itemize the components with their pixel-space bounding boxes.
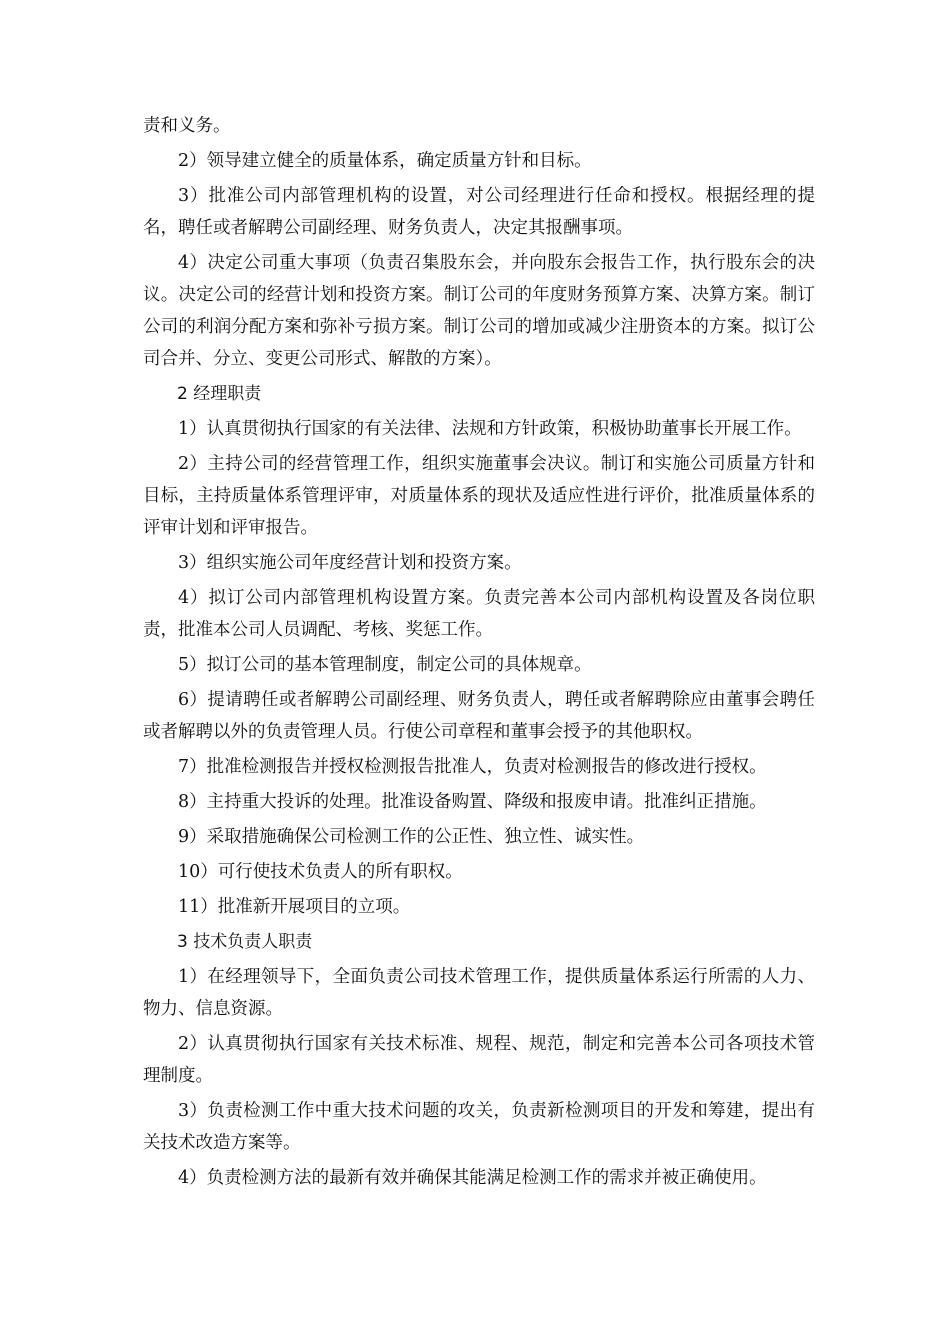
board-duty-4: 4）决定公司重大事项（负责召集股东会，并向股东会报告工作，执行股东会的决议。决定公司的经营计划和投资方案。制订公司的年度财务预算方案、决算方案。制订公司的利润分配方案和弥补亏损方案。制订公司的增加或减少注册资本的方案。拟订公司合并、分立、变更公司形式、解散的方案）。	[143, 253, 815, 369]
board-duty-2: 2）领导建立健全的质量体系，确定质量方针和目标。	[178, 151, 592, 171]
paragraph-continuation: 责和义务。	[143, 116, 231, 136]
manager-duty-2: 2）主持公司的经营管理工作，组织实施董事会决议。制订和实施公司质量方针和目标，主持质量体系管理评审，对质量体系的现状及适应性进行评价，批准质量体系的评审计划和评审报告。	[143, 454, 815, 538]
technical-duty-3: 3）负责检测工作中重大技术问题的攻关，负责新检测项目的开发和筹建，提出有关技术改造方案等。	[143, 1101, 815, 1153]
manager-duty-8: 8）主持重大投诉的处理。批准设备购置、降级和报废申请。批准纠正措施。	[178, 792, 767, 812]
section-heading-technical: 3 技术负责人职责	[177, 932, 313, 952]
manager-duty-4: 4）拟订公司内部管理机构设置方案。负责完善本公司内部机构设置及各岗位职责，批准本公司人员调配、考核、奖惩工作。	[143, 588, 815, 640]
manager-duty-6: 6）提请聘任或者解聘公司副经理、财务负责人，聘任或者解聘除应由董事会聘任或者解聘以外的负责管理人员。行使公司章程和董事会授予的其他职权。	[143, 690, 815, 742]
technical-duty-2: 2）认真贯彻执行国家有关技术标准、规程、规范，制定和完善本公司各项技术管理制度。	[143, 1034, 815, 1086]
manager-duty-10: 10）可行使技术负责人的所有职权。	[178, 862, 463, 882]
section-heading-manager: 2 经理职责	[177, 384, 262, 404]
document-body	[143, 110, 815, 1197]
board-duty-3: 3）批准公司内部管理机构的设置，对公司经理进行任命和授权。根据经理的提名，聘任或者解聘公司副经理、财务负责人，决定其报酬事项。	[143, 186, 815, 238]
manager-duty-5: 5）拟订公司的基本管理制度，制定公司的具体规章。	[178, 655, 592, 675]
technical-duty-4: 4）负责检测方法的最新有效并确保其能满足检测工作的需求并被正确使用。	[178, 1168, 767, 1188]
manager-duty-7: 7）批准检测报告并授权检测报告批准人，负责对检测报告的修改进行授权。	[178, 757, 767, 777]
manager-duty-1: 1）认真贯彻执行国家的有关法律、法规和方针政策，积极协助董事长开展工作。	[178, 419, 802, 439]
manager-duty-3: 3）组织实施公司年度经营计划和投资方案。	[178, 553, 522, 573]
manager-duty-9: 9）采取措施确保公司检测工作的公正性、独立性、诚实性。	[178, 827, 645, 847]
manager-duty-11: 11）批准新开展项目的立项。	[178, 897, 411, 917]
technical-duty-1: 1）在经理领导下，全面负责公司技术管理工作，提供质量体系运行所需的人力、物力、信息资源。	[143, 967, 815, 1019]
